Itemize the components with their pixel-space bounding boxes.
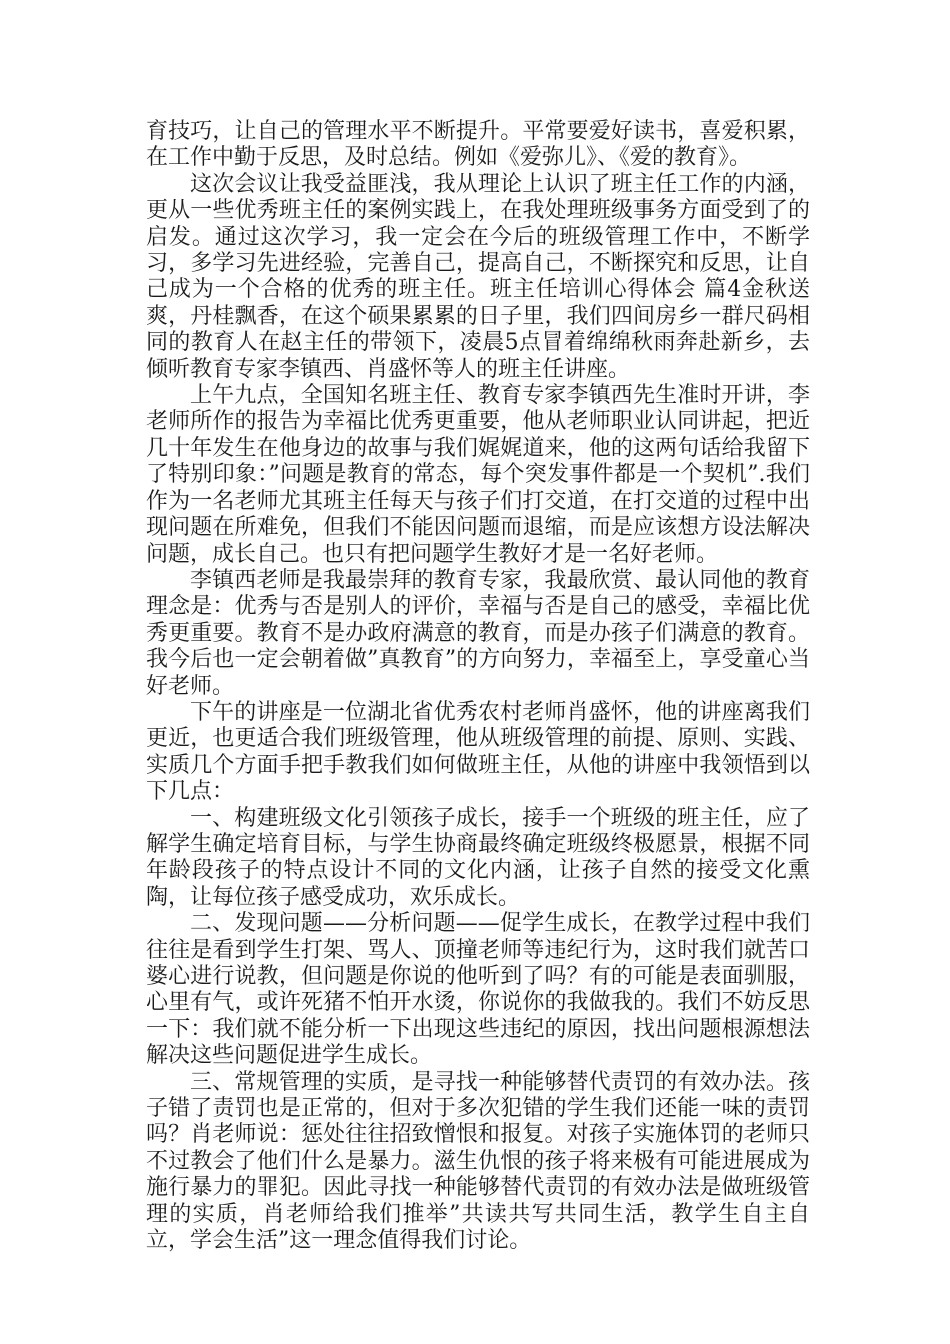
document-body (146, 119, 810, 1254)
paragraph-7: 二、发现问题——分析问题——促学生成长，在教学过程中我们往往是看到学生打架、骂人、顶撞老师等违纪行为，这时我们就苦口婆心进行说教，但问题是你说的他听到了吗？有的可能是表面驯服，心里有气，或许死猪不怕开水烫，你说你的我做我的。我们不妨反思一下：我们就不能分析一下出现这些违纪的原因，找出问题根源想法解决这些问题促进学生成长。 (146, 911, 810, 1069)
paragraph-5: 下午的讲座是一位湖北省优秀农村老师肖盛怀，他的讲座离我们更近，也更适合我们班级管理，他从班级管理的前提、原则、实践、实质几个方面手把手教我们如何做班主任，从他的讲座中我领悟到以下几点： (146, 699, 810, 805)
paragraph-3: 上午九点，全国知名班主任、教育专家李镇西先生准时开讲，李老师所作的报告为幸福比优秀更重要，他从老师职业认同讲起，把近几十年发生在他身边的故事与我们娓娓道来，他的这两句话给我留下了特别印象：”问题是教育的常态，每个突发事件都是一个契机”.我们作为一名老师尤其班主任每天与孩子们打交道，在打交道的过程中出现问题在所难免，但我们不能因问题而退缩，而是应该想方设法解决问题，成长自己。也只有把问题学生教好才是一名好老师。 (146, 383, 810, 567)
paragraph-4: 李镇西老师是我最崇拜的教育专家，我最欣赏、最认同他的教育理念是：优秀与否是别人的评价，幸福与否是自己的感受，幸福比优秀更重要。教育不是办政府满意的教育，而是办孩子们满意的教育。我今后也一定会朝着做”真教育”的方向努力，幸福至上，享受童心当好老师。 (146, 567, 810, 699)
paragraph-2: 这次会议让我受益匪浅，我从理论上认识了班主任工作的内涵，更从一些优秀班主任的案例实践上，在我处理班级事务方面受到了的启发。通过这次学习，我一定会在今后的班级管理工作中，不断学习，多学习先进经验，完善自己，提高自己，不断探究和反思，让自己成为一个合格的优秀的班主任。班主任培训心得体会 篇4金秋送爽，丹桂飘香，在这个硕果累累的日子里，我们四间房乡一群尺码相同的教育人在赵主任的带领下，凌晨5点冒着绵绵秋雨奔赴新乡，去倾听教育专家李镇西、肖盛怀等人的班主任讲座。 (146, 171, 810, 382)
paragraph-6: 一、构建班级文化引领孩子成长，接手一个班级的班主任，应了解学生确定培育目标，与学生协商最终确定班级终极愿景，根据不同年龄段孩子的特点设计不同的文化内涵，让孩子自然的接受文化熏陶，让每位孩子感受成功，欢乐成长。 (146, 805, 810, 910)
paragraph-8: 三、常规管理的实质，是寻找一种能够替代责罚的有效办法。孩子错了责罚也是正常的，但对于多次犯错的学生我们还能一味的责罚吗？肖老师说：惩处往往招致憎恨和报复。对孩子实施体罚的老师只不过教会了他们什么是暴力。滋生仇恨的孩子将来极有可能进展成为施行暴力的罪犯。因此寻找一种能够替代责罚的有效办法是做班级管理的实质，肖老师给我们推举”共读共写共同生活，教学生自主自立，学会生活”这一理念值得我们讨论。 (146, 1069, 810, 1254)
paragraph-1: 育技巧，让自己的管理水平不断提升。平常要爱好读书，喜爱积累，在工作中勤于反思，及时总结。例如《爱弥儿》、《爱的教育》。 (146, 119, 810, 171)
